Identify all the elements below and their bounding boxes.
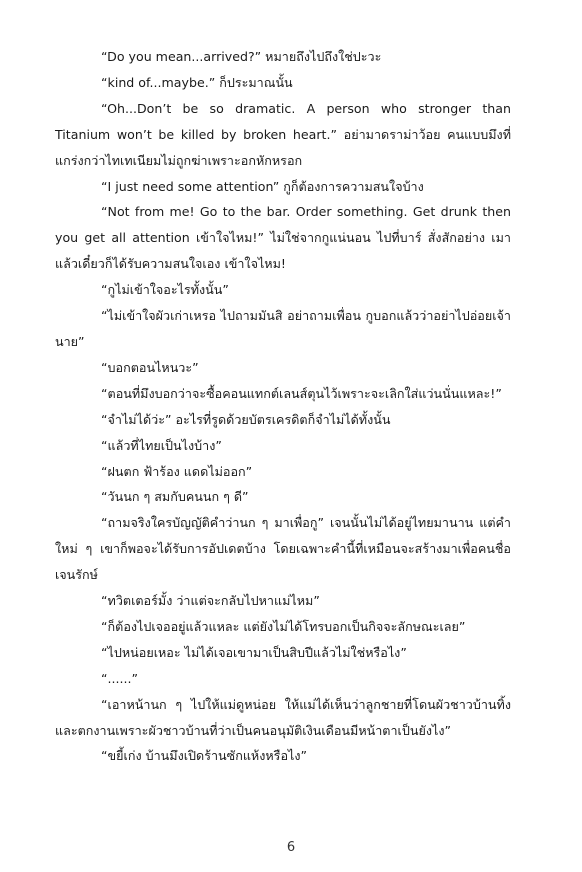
paragraph: “ไม่เข้าใจผัวเก่าเหรอ ไปถามมันสิ อย่าถามเพื่อน กูบอกแล้วว่าอย่าไปอ่อยเจ้านาย” bbox=[55, 308, 511, 349]
paragraph: “กูไม่เข้าใจอะไรทั้งนั้น” bbox=[101, 282, 229, 298]
paragraph: “ตอนที่มึงบอกว่าจะซื้อคอนแทกต์เลนส์ตุนไว้เพราะจะเลิกใส่แว่นนั่นแหละ!” bbox=[101, 385, 502, 401]
document-body bbox=[55, 44, 511, 769]
paragraph: “Do you mean...arrived?” หมายถึงไปถึงใช่ปะวะ bbox=[101, 49, 382, 64]
paragraph: “วันนก ๆ สมกับคนนก ๆ ดี” bbox=[101, 489, 249, 505]
paragraph: “เอาหน้านก ๆ ไปให้แม่ดูหน่อย ให้แม่ได้เห็นว่าลูกชายที่โดนผัวชาวบ้านทิ้ง และตกงานเพราะผัวชาวบ้านที่ว่าเป็นคนอนุมัติเงินเดือนมีหน้าตาเป็นยังไง” bbox=[55, 696, 511, 738]
paragraph: “ทวิตเตอร์มั้ง ว่าแต่จะกลับไปหาแม่ไหม” bbox=[101, 593, 320, 609]
paragraph: “จำไม่ได้ว่ะ” อะไรที่รูดด้วยบัตรเครดิตก็จำไม่ได้ทั้งนั้น bbox=[101, 411, 391, 427]
paragraph: “แล้วที่ไทยเป็นไงบ้าง” bbox=[101, 437, 222, 453]
paragraph: “......” bbox=[101, 670, 139, 686]
paragraph: “kind of...maybe.” ก็ประมาณนั้น bbox=[101, 74, 293, 90]
page-number: 6 bbox=[286, 840, 296, 855]
paragraph: “Not from me! Go to the bar. Order something. Get drunk then you get all attention เข้าใจไหม!” ไม่ใช่จากกูแน่นอน ไปที่บาร์ สั่งสักอย่าง เมาแล้วเดี๋ยวก็ได้รับความสนใจเอง เข้าใจไหม! bbox=[55, 204, 511, 272]
paragraph: “ฝนตก ฟ้าร้อง แดดไม่ออก” bbox=[101, 463, 253, 479]
paragraph: “ขยี้เก่ง บ้านมึงเปิดร้านซักแห้งหรือไง” bbox=[101, 748, 308, 764]
paragraph: “ก็ต้องไปเจออยู่แล้วแหละ แต่ยังไม่ได้โทรบอกเป็นกิจจะลักษณะเลย” bbox=[101, 618, 466, 634]
paragraph: “I just need some attention” กูก็ต้องการความสนใจบ้าง bbox=[101, 178, 424, 194]
paragraph: “Oh...Don’t be so dramatic. A person who stronger than Titanium won’t be killed by broken heart.” อย่ามาดราม่าว้อย คนแบบมึงที่แกร่งกว่าไทเทเนียมไม่ถูกฆ่าเพราะอกหักหรอก bbox=[55, 100, 511, 168]
paragraph: “บอกตอนไหนวะ” bbox=[101, 359, 199, 375]
paragraph: “ไปหน่อยเหอะ ไม่ได้เจอเขามาเป็นสิบปีแล้วไม่ใช่หรือไง” bbox=[101, 644, 407, 660]
paragraph: “ถามจริงใครบัญญัติคำว่านก ๆ มาเพื่อกู” เจนนั้นไม่ได้อยู่ไทยมานาน แต่คำใหม่ ๆ เขาก็พอจะได้รับการอัปเดตบ้าง โดยเฉพาะคำนี้ที่เหมือนจะสร้างมาเพื่อคนชื่อเจนรักษ์ bbox=[55, 515, 511, 583]
